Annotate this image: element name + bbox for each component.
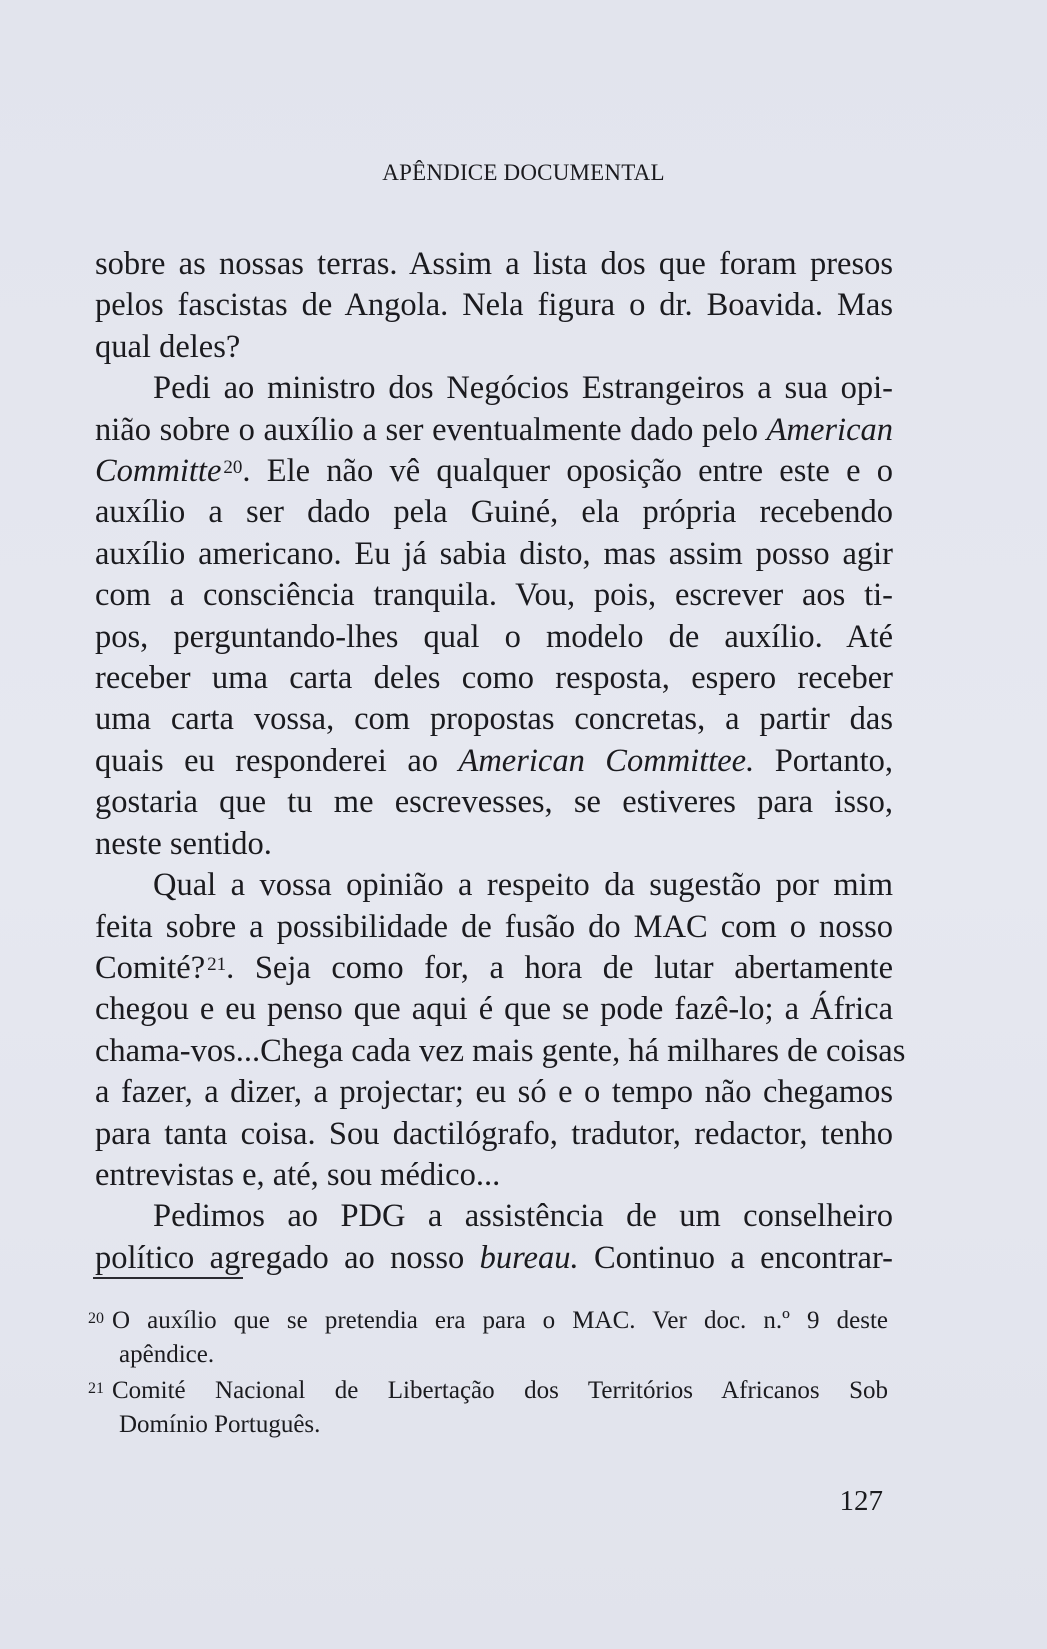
text-line: sobre as nossas terras. Assim a lista dos que foram presos [95,246,893,282]
text-line: Qual a vossa opinião a respeito da sugestão por mim [153,867,893,904]
text-line: auxílio americano. Eu já sabia disto, mas assim posso agir [95,535,893,572]
text-segment: . Ele não vê qualquer oposição entre este e o [242,453,893,490]
italic-text: American [766,411,893,448]
footnote-line: apêndice. [119,1340,215,1368]
text-line: chegou e eu penso que aqui é que se pode fazê-lo; a África [95,991,893,1028]
paragraph [95,244,893,368]
paragraph [95,368,893,865]
footnote-line [88,1304,888,1338]
text-line: Pedi ao ministro dos Negócios Estrangeiros a sua opi- [153,370,893,407]
text-line: uma carta vossa, com propostas concretas, a partir das [95,701,893,738]
text-segment: . Seja como for, a hora de lutar abertamente [226,949,893,986]
text-line: pelos fascistas de Angola. Nela figura o dr. Boavida. Mas [95,287,893,324]
italic-text: bureau. [479,1239,579,1276]
italic-text: American Committee. [458,742,755,779]
running-header: APÊNDICE DOCUMENTAL [382,160,665,185]
text-line: com a consciência tranquila. Vou, pois, escrever aos ti- [95,577,893,614]
paragraph [95,865,906,1196]
text-line: feita sobre a possibilidade de fusão do MAC com o nosso [95,908,893,945]
text-segment: quais eu responderei ao [95,742,459,779]
text-line: receber uma carta deles como resposta, espero receber [95,660,893,697]
footnote-reference-21[interactable]: 21 [207,953,227,975]
text-segment: político agregado ao nosso [95,1239,480,1276]
text-line: chama-vos...Chega cada vez mais gente, há milhares de coisas [95,1032,906,1069]
text-line [95,1238,893,1279]
footnote-text: O auxílio que se pretendia era para o MAC. Ver doc. n.º 9 deste [112,1307,888,1334]
text-segment: Continuo a encontrar- [578,1239,893,1276]
text-line: neste sentido. [95,825,272,862]
body-text [95,244,906,1279]
text-segment: nião sobre o auxílio a ser eventualmente dado pelo [95,411,767,448]
text-line [95,741,893,782]
text-line [95,948,893,989]
text-line: auxílio a ser dado pela Guiné, ela própria recebendo [95,494,893,531]
footnote-text: Comité Nacional de Libertação dos Territórios Africanos Sob [112,1377,888,1404]
page-number: 127 [839,1485,883,1517]
paragraph [95,1196,893,1279]
footnote-line [88,1374,888,1408]
italic-text: Committe [95,453,222,490]
text-line [95,410,893,451]
text-line: Pedimos ao PDG a assistência de um conselheiro [153,1198,893,1235]
text-line [95,451,893,492]
footnote-number: 21 [88,1380,104,1397]
text-line: qual deles? [95,328,241,365]
text-line: para tanta coisa. Sou dactilógrafo, tradutor, redactor, tenho [95,1115,893,1152]
text-line: pos, perguntando-lhes qual o modelo de auxílio. Até [95,618,893,655]
footnote-number: 20 [88,1310,104,1327]
text-line: a fazer, a dizer, a projectar; eu só e o tempo não chegamos [95,1074,893,1111]
text-line: entrevistas e, até, sou médico... [95,1156,501,1193]
footnotes [88,1304,888,1444]
footnote-20 [88,1304,888,1371]
footnote-reference-20[interactable]: 20 [223,457,243,479]
footnote-line: Domínio Português. [119,1410,321,1438]
footnote-separator [93,1277,243,1279]
text-segment: Comité? [95,949,206,986]
text-segment: Portanto, [754,742,893,779]
footnote-21 [88,1374,888,1441]
text-line: gostaria que tu me escrevesses, se estiveres para isso, [95,784,893,821]
